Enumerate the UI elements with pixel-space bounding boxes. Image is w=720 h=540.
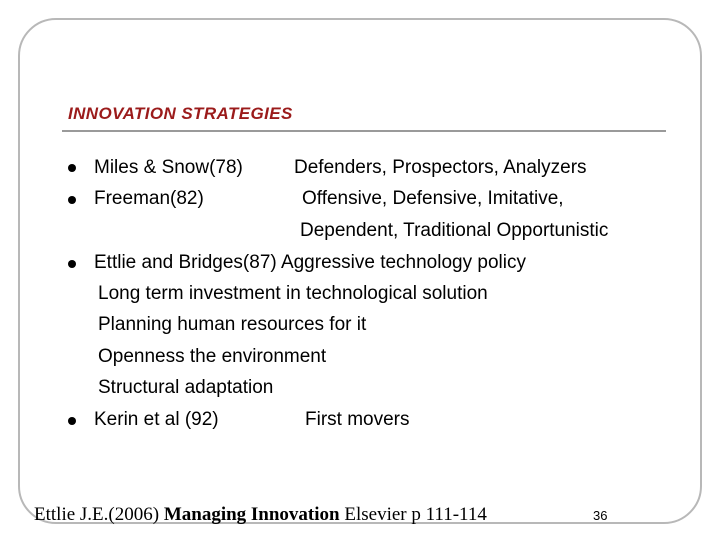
list-item-right: Offensive, Defensive, Imitative, (302, 188, 564, 209)
bullet-dot (68, 196, 76, 204)
list-item-right: Defenders, Prospectors, Analyzers (294, 157, 587, 178)
citation-book-title: Managing Innovation (163, 504, 340, 525)
title-underline (62, 130, 666, 132)
citation-publisher: Elsevier p 111-114 (344, 504, 487, 525)
citation-author: Ettlie J.E.(2006) (34, 504, 160, 525)
citation (34, 504, 487, 526)
list-item-right: First movers (305, 409, 410, 430)
bullet-dot (68, 260, 76, 268)
list-item-continuation: Structural adaptation (98, 377, 274, 398)
bullet-dot (68, 417, 76, 425)
list-item-left: Miles & Snow(78) (94, 157, 243, 178)
list-item-continuation: Long term investment in technological solution (98, 283, 488, 304)
slide-title: INNOVATION STRATEGIES (68, 104, 293, 123)
list-item-left: Kerin et al (92) (94, 409, 219, 430)
list-item-left: Freeman(82) (94, 188, 204, 209)
page-number: 36 (593, 508, 608, 523)
list-item-continuation: Dependent, Traditional Opportunistic (300, 220, 609, 241)
list-item-continuation: Planning human resources for it (98, 314, 367, 335)
list-item-continuation: Openness the environment (98, 346, 327, 367)
list-item-text: Ettlie and Bridges(87) Aggressive technology policy (94, 252, 526, 273)
bullet-dot (68, 164, 76, 172)
